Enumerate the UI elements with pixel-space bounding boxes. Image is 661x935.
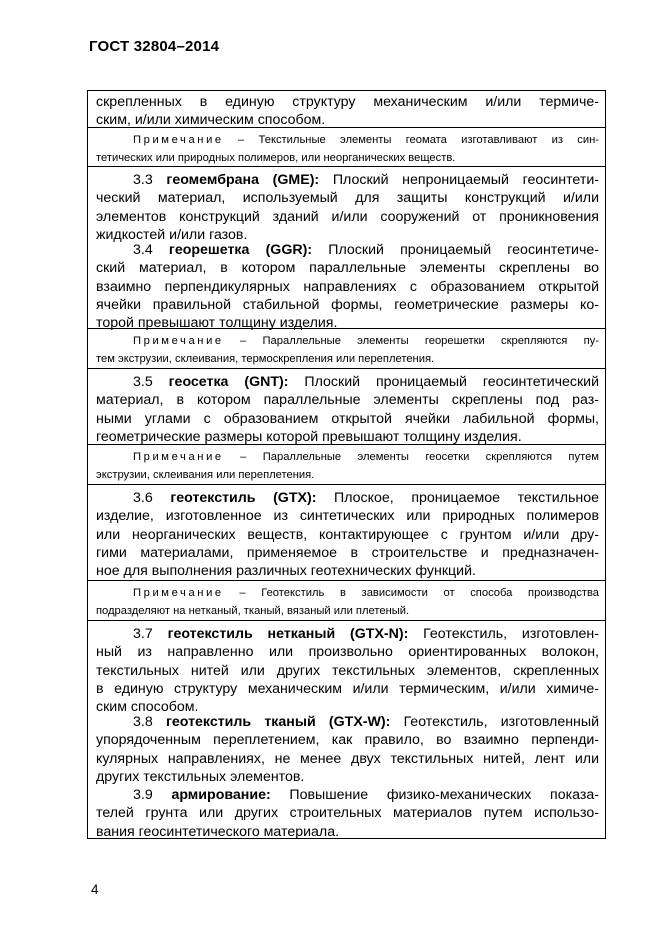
line-text: Плоский проницаемый геосинтетиче- xyxy=(312,242,599,258)
text-line xyxy=(96,132,599,150)
line-text: жидкостей и/или газов. xyxy=(96,226,248,243)
text-line xyxy=(96,259,599,277)
text-line xyxy=(96,489,599,507)
text-line xyxy=(96,603,599,621)
text-line xyxy=(96,750,599,768)
text-line xyxy=(96,296,599,314)
term-number: 3.8 xyxy=(133,714,166,730)
text-line xyxy=(96,467,599,485)
text-line xyxy=(96,680,599,698)
term-number: 3.6 xyxy=(133,490,171,506)
text-line xyxy=(96,562,599,580)
note-label: Примечание xyxy=(133,451,224,463)
line-text: кулярных направлениях, не менее двух текстильных нитей, лент или xyxy=(96,750,599,767)
line-text: ским, и/или химическим способом. xyxy=(96,112,326,129)
line-text: или неорганических веществ, контактирующее с грунтом и/или дру- xyxy=(96,526,599,543)
text-line xyxy=(96,804,599,822)
line-text: изделие, изготовленное из синтетических или природных полимеров xyxy=(96,508,599,525)
line-text: скрепленных в единую структуру механическим и/или термиче- xyxy=(96,94,599,110)
text-line xyxy=(96,526,599,544)
text-line xyxy=(96,150,599,168)
note-block xyxy=(88,444,605,484)
line-text: тетических или природных полимеров, или неорганических веществ. xyxy=(96,151,456,164)
line-text: гими материалами, применяемое в строительстве и предназначен- xyxy=(96,544,599,561)
text-line xyxy=(96,544,599,562)
line-text: – Параллельные элементы георешетки скрепляются пу- xyxy=(223,335,599,347)
line-text: элементов конструкций зданий и/или сооружений от проникновения xyxy=(96,208,599,225)
line-text: экструзии, склеивания или переплетения. xyxy=(96,468,315,481)
line-text: ским способом. xyxy=(96,699,199,716)
text-line xyxy=(96,643,599,661)
text-line xyxy=(96,391,599,409)
term-name: геотекстиль тканый (GTX-W): xyxy=(165,714,391,730)
text-line xyxy=(96,507,599,525)
line-text: ческий материал, используемый для защиты конструкций и/или xyxy=(96,190,599,207)
text-line xyxy=(96,171,599,189)
term-definition xyxy=(88,166,605,244)
line-text: Геотекстиль, изготовленный xyxy=(390,714,599,730)
line-text: Плоское, проницаемое текстильное xyxy=(316,490,599,506)
note-block xyxy=(88,328,605,368)
line-text: геометрические размеры которой превышают толщину изделия. xyxy=(96,428,522,445)
term-definition xyxy=(88,368,605,446)
text-line xyxy=(96,410,599,428)
term-number: 3.7 xyxy=(133,626,168,642)
line-text: Геотекстиль, изготовлен- xyxy=(408,626,599,642)
line-text: торой превышают толщину изделия. xyxy=(96,315,338,332)
text-line xyxy=(96,823,599,841)
term-definition xyxy=(88,241,605,332)
content-frame xyxy=(87,90,606,839)
term-definition xyxy=(88,713,605,786)
note-block xyxy=(88,127,605,167)
line-text: вания геосинтетического материала. xyxy=(96,823,340,840)
line-text: тем экструзии, склеивания, термоскрепления или переплетения. xyxy=(96,352,435,365)
text-line xyxy=(96,333,599,351)
term-definition xyxy=(88,620,605,716)
line-text: ный из направленно или произвольно ориентированных волокон, xyxy=(96,644,599,661)
line-text: Плоский непроницаемый геосинтети- xyxy=(319,172,599,188)
text-block xyxy=(88,93,605,130)
term-definition xyxy=(88,786,605,841)
text-line xyxy=(96,351,599,369)
line-text: Плоский проницаемый геосинтетический xyxy=(288,374,599,390)
note-block xyxy=(88,580,605,620)
line-text: ное для выполнения различных геотехнических функций. xyxy=(96,563,476,580)
line-text: текстильных нитей или других текстильных элементов, скрепленных xyxy=(96,662,599,679)
line-text: других текстильных элементов. xyxy=(96,768,305,785)
line-text: в единую структуру механическим и/или термическим, и/или химиче- xyxy=(96,680,599,697)
text-line xyxy=(96,786,599,804)
line-text: – Геотекстиль в зависимости от способа производства xyxy=(223,587,599,599)
term-number: 3.5 xyxy=(133,374,169,390)
term-number: 3.9 xyxy=(133,787,172,803)
line-text: Повышение физико-механических показа- xyxy=(270,787,599,803)
text-line xyxy=(96,768,599,786)
text-line xyxy=(96,93,599,111)
line-text: ский материал, в котором параллельные элементы скреплены во xyxy=(96,260,599,277)
text-line xyxy=(96,625,599,643)
line-text: взаимно перпендикулярных направлениях с образованием открытой xyxy=(96,278,599,295)
text-line xyxy=(96,731,599,749)
term-name: геотекстиль (GTX): xyxy=(170,490,317,506)
term-name: геосетка (GNT): xyxy=(168,374,289,390)
line-text: упорядоченным переплетением, как правило, во взаимно перпенди- xyxy=(96,732,599,749)
term-name: георешетка (GGR): xyxy=(168,242,313,258)
text-line xyxy=(96,449,599,467)
line-text: ными углами с образованием открытой ячейки лабильной формы, xyxy=(96,410,599,427)
term-number: 3.4 xyxy=(133,242,169,258)
line-text: – Параллельные элементы геосетки скрепляются путем xyxy=(223,451,599,463)
term-definition xyxy=(88,484,605,580)
note-label: Примечание xyxy=(133,587,224,599)
text-line xyxy=(96,189,599,207)
note-label: Примечание xyxy=(133,134,224,146)
text-line xyxy=(96,713,599,731)
text-line xyxy=(96,662,599,680)
line-text: материал, в котором параллельные элементы скреплены под раз- xyxy=(96,392,599,409)
term-name: армирование: xyxy=(171,787,271,803)
line-text: подразделяют на нетканый, тканый, вязаный или плетеный. xyxy=(96,604,410,617)
term-name: геотекстиль нетканый (GTX-N): xyxy=(167,626,409,642)
text-line xyxy=(96,373,599,391)
term-number: 3.3 xyxy=(133,172,167,188)
document-header: ГОСТ 32804–2014 xyxy=(89,38,220,55)
line-text: ячейки правильной стабильной формы, геометрические размеры ко- xyxy=(96,296,599,313)
line-text: – Текстильные элементы геомата изготавливают из син- xyxy=(223,134,599,146)
text-line xyxy=(96,208,599,226)
text-line xyxy=(96,585,599,603)
term-name: геомембрана (GME): xyxy=(166,172,320,188)
text-line xyxy=(96,241,599,259)
text-line xyxy=(96,278,599,296)
page-number: 4 xyxy=(91,882,99,897)
note-label: Примечание xyxy=(133,335,224,347)
line-text: телей грунта или других строительных материалов путем использо- xyxy=(96,805,599,822)
